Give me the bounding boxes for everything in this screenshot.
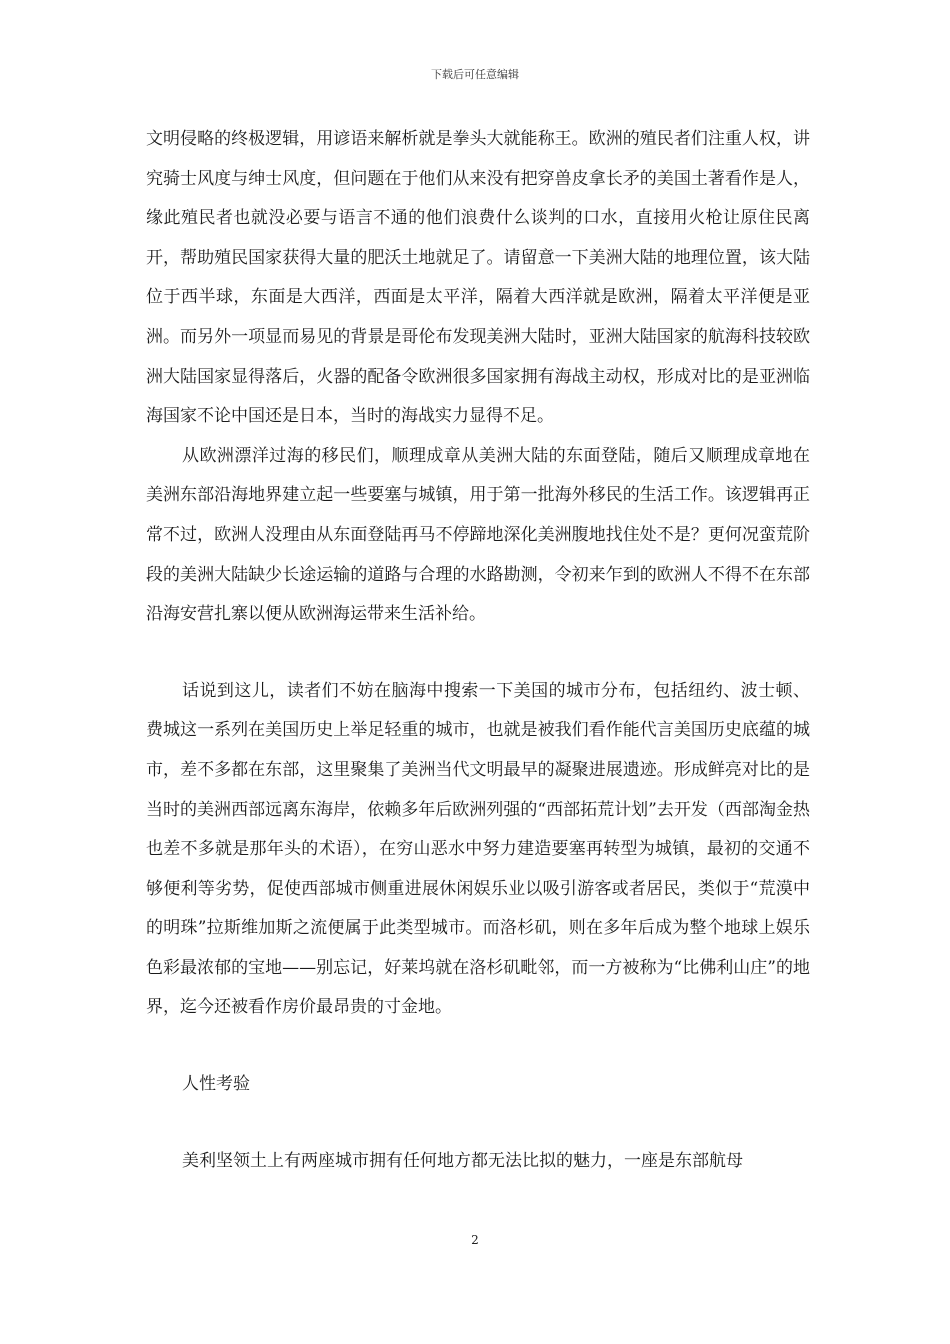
paragraph-spacer [146,1105,810,1142]
paragraph-2: 从欧洲漂洋过海的移民们，顺理成章从美洲大陆的东面登陆，随后又顺理成章地在美洲东部沿海地界建立起一些要塞与城镇，用于第一批海外移民的生活工作。该逻辑再正常不过，欧洲人没理由从东面登陆再马不停蹄地深化美洲腹地找住处不是？更何况蛮荒阶段的美洲大陆缺少长途运输的道路与合理的水路勘测，令初来乍到的欧洲人不得不在东部沿海安营扎寨以便从欧洲海运带来生活补给。 [146,445,810,625]
section-heading: 人性考验 [182,1074,250,1095]
paragraph-4: 美利坚领土上有两座城市拥有任何地方都无法比拟的魅力，一座是东部航母 [182,1150,743,1171]
paragraph-3: 话说到这儿，读者们不妨在脑海中搜索一下美国的城市分布，包括纽约、波士顿、费城这一系列在美国历史上举足轻重的城市，也就是被我们看作能代言美国历史底蕴的城市，差不多都在东部，这里聚集了美洲当代文明最早的凝聚进展遗迹。形成鲜亮对比的是当时的美洲西部远离东海岸，依赖多年后欧洲列强的“西部拓荒计划”去开发（西部淘金热也差不多就是那年头的术语），在穷山恶水中努力建造要塞再转型为城镇，最初的交通不够便利等劣势，促使西部城市侧重进展休闲娱乐业以吸引游客或者居民，类似于“荒漠中的明珠”拉斯维加斯之流便属于此类型城市。而洛杉矶，则在多年后成为整个地球上娱乐色彩最浓郁的宝地——别忘记，好莱坞就在洛杉矶毗邻，而一方被称为“比佛利山庄”的地界，迄今还被看作房价最昂贵的寸金地。 [146,680,810,1018]
paragraph-spacer [146,635,810,672]
paragraph-spacer [146,1028,810,1065]
paragraph-1: 文明侵略的终极逻辑，用谚语来解析就是拳头大就能称王。欧洲的殖民者们注重人权，讲究骑士风度与绅士风度，但问题在于他们从来没有把穿兽皮拿长矛的美国土著看作是人，缘此殖民者也就没必要与语言不通的他们浪费什么谈判的口水，直接用火枪让原住民离开，帮助殖民国家获得大量的肥沃土地就足了。请留意一下美洲大陆的地理位置，该大陆位于西半球，东面是大西洋，西面是太平洋，隔着大西洋就是欧洲，隔着太平洋便是亚洲。而另外一项显而易见的背景是哥伦布发现美洲大陆时，亚洲大陆国家的航海科技较欧洲大陆国家显得落后，火器的配备令欧洲很多国家拥有海战主动权，形成对比的是亚洲临海国家不论中国还是日本，当时的海战实力显得不足。 [146,129,810,427]
document-body [146,120,810,1181]
page-number: 2 [471,1233,479,1247]
page-header: 下载后可任意编辑 [431,68,519,81]
